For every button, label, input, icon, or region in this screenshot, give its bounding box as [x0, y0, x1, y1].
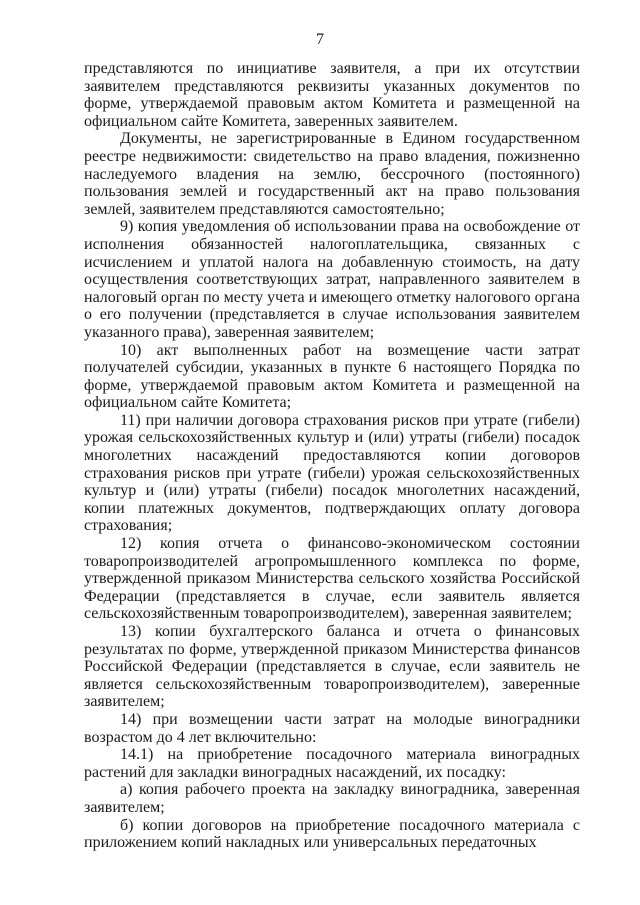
page-number: 7 — [316, 31, 324, 48]
paragraph-item-12: 12) копия отчета о финансово-экономическом состоянии товаропроизводителей агропромышленного комплекса по форме, утвержденной приказом Министерства сельского хозяйства Российской Федерации (представляется в случае, если заявитель является сельскохозяйственным товаропроизводителем), заверенная заявителем; — [84, 535, 580, 623]
paragraph-item-9: 9) копия уведомления об использовании права на освобождение от исполнения обязанностей налогоплательщика, связанных с исчислением и уплатой налога на добавленную стоимость, на дату осуществления соответствующих затрат, направленного заявителем в налоговый орган по месту учета и имеющего отметку налогового органа о его получении (представляется в случае использования заявителем указанного права), заверенная заявителем; — [84, 218, 580, 341]
paragraph-item-14-1-a: а) копия рабочего проекта на закладку виноградника, заверенная заявителем; — [84, 781, 580, 816]
paragraph-item-13: 13) копии бухгалтерского баланса и отчета о финансовых результатах по форме, утвержденной приказом Министерства финансов Российской Федерации (представляется в случае, если заявитель не является сельскохозяйственным товаропроизводителем), заверенные заявителем; — [84, 623, 580, 711]
paragraph-item-14-1-b: б) копии договоров на приобретение посадочного материала с приложением копий накладных или универсальных передаточных — [84, 816, 580, 852]
paragraph-item-11: 11) при наличии договора страхования рисков при утрате (гибели) урожая сельскохозяйственных культур и (или) утраты (гибели) посадок многолетних насаждений предоставляются копии договоров страхования рисков при утрате (гибели) урожая сельскохозяйственных культур и (или) утраты (гибели) посадок многолетних насаждений, копии платежных документов, подтверждающих оплату договора страхования; — [84, 411, 580, 535]
paragraph-item-14: 14) при возмещении части затрат на молодые виноградники возрастом до 4 лет включительно: — [84, 710, 580, 746]
paragraph-item-10: 10) акт выполненных работ на возмещение части затрат получателей субсидии, указанных в пункте 6 настоящего Порядка по форме, утверждаемой правовым актом Комитета и размещенной на официальном сайте Комитета; — [84, 341, 580, 412]
paragraph-item-14-1: 14.1) на приобретение посадочного материала виноградных растений для закладки виноградных насаждений, их посадку: — [84, 746, 580, 781]
document-body — [84, 60, 580, 852]
paragraph-documents-not-registered: Документы, не зарегистрированные в Едином государственном реестре недвижимости: свидетельство на право владения, пожизненно наследуемого владения на землю, бессрочного (постоянного) пользования землей и государственный акт на право пользования землей, заявителем представляются самостоятельно; — [84, 130, 580, 218]
paragraph-continuation: представляются по инициативе заявителя, а при их отсутствии заявителем представляются реквизиты указанных документов по форме, утверждаемой правовым актом Комитета и размещенной на официальном сайте Комитета, заверенных заявителем. — [84, 60, 580, 130]
